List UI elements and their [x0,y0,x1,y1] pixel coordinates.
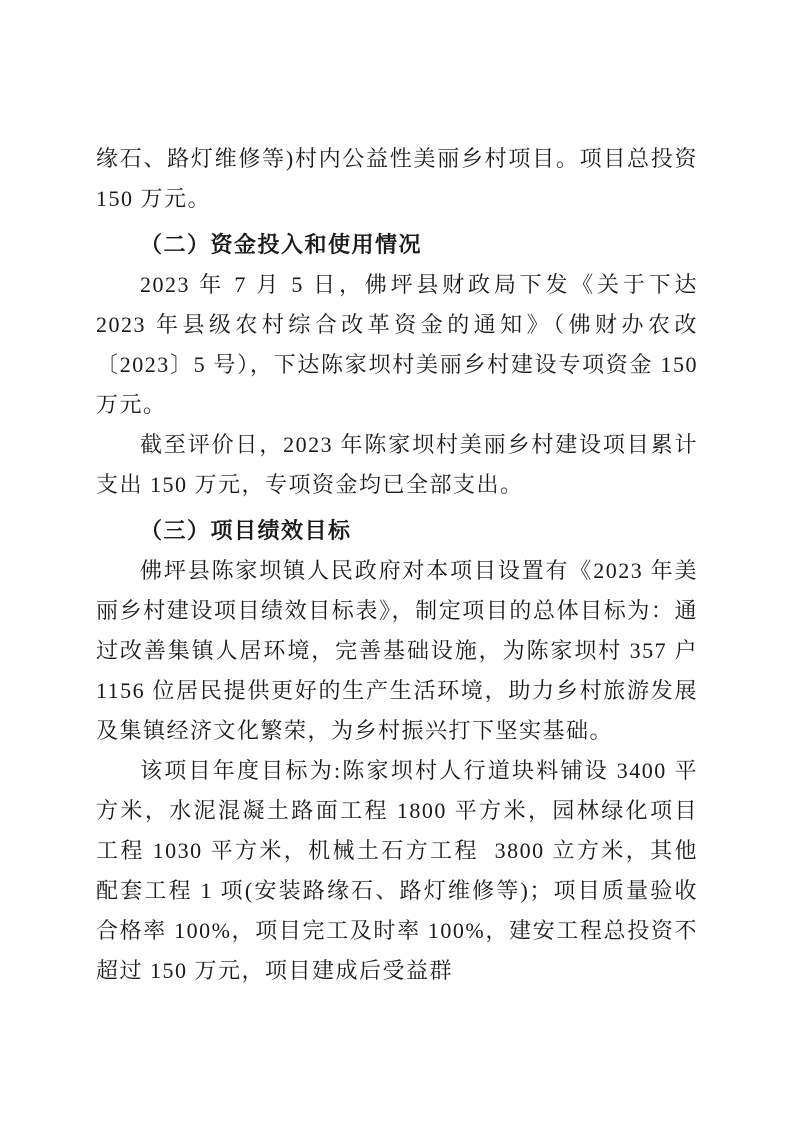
paragraph-expenditure-status: 截至评价日，2023 年陈家坝村美丽乡村建设项目累计支出 150 万元，专项资金均已全部支出。 [96,432,698,497]
paragraph-project-overview-continued: 缘石、路灯维修等)村内公益性美丽乡村项目。项目总投资 150 万元。 [96,146,705,211]
heading-section-3-performance-goals: （三）项目绩效目标 [140,518,352,543]
paragraph-annual-goal: 该项目年度目标为:陈家坝村人行道块料铺设 3400 平方米，水泥混凝土路面工程 1800 平方米，园林绿化项目工程 1030 平方米，机械土石方工程 3800 立方米，其他配套工程 1 项(安装路缘石、路灯维修等)；项目质量验收合格率 100%，项目完工及时率 100%，建安工程总投资不超过 150 万元，项目建成后受益群 [96,758,698,983]
paragraph-funding-notice: 2023 年 7 月 5 日，佛坪县财政局下发《关于下达 2023 年县级农村综合改革资金的通知》（佛财办农改〔2023〕5 号），下达陈家坝村美丽乡村建设专项资金 150 万元。 [96,272,705,417]
paragraph-overall-goal: 佛坪县陈家坝镇人民政府对本项目设置有《2023 年美丽乡村建设项目绩效目标表》，制定项目的总体目标为：通过改善集镇人居环境，完善基础设施，为陈家坝村 357 户 1156 位居民提供更好的生产生活环境，助力乡村旅游发展及集镇经济文化繁荣，为乡村振兴打下坚实基础。 [96,558,705,743]
heading-section-2-funding-input-and-use: （二）资金投入和使用情况 [140,232,423,257]
